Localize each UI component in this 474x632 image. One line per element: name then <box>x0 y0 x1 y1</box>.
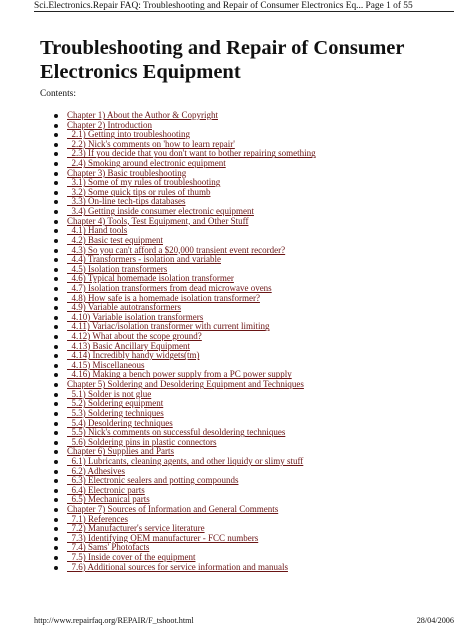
bullet-icon <box>54 287 58 291</box>
bullet-icon <box>54 268 58 272</box>
toc-link[interactable]: 2.1) Getting into troubleshooting <box>67 129 190 140</box>
bullet-icon <box>54 133 58 137</box>
bullet-icon <box>54 210 58 214</box>
bullet-icon <box>54 441 58 445</box>
toc-link[interactable]: 4.2) Basic test equipment <box>67 234 163 245</box>
toc-link[interactable]: 2.2) Nick's comments on 'how to learn repair' <box>67 138 235 149</box>
toc-link[interactable]: 4.1) Hand tools <box>67 225 128 236</box>
toc-link[interactable]: 4.5) Isolation transformers <box>67 263 168 274</box>
toc-link[interactable]: Chapter 7) Sources of Information and General Comments <box>67 503 279 514</box>
toc-link[interactable]: Chapter 4) Tools, Test Equipment, and Other Stuff <box>67 215 249 226</box>
bullet-icon <box>54 200 58 204</box>
toc-link[interactable]: 5.5) Nick's comments on successful desoldering techniques <box>67 427 286 438</box>
toc-link[interactable]: Chapter 1) About the Author & Copyright <box>67 110 218 120</box>
bullet-icon <box>54 460 58 464</box>
page-header: Sci.Electronics.Repair FAQ: Troubleshooting and Repair of Consumer Electronics Eq... Page 1 of 55 <box>34 1 413 11</box>
bullet-icon <box>54 412 58 416</box>
toc-link[interactable]: Chapter 6) Supplies and Parts <box>67 446 174 457</box>
toc-link[interactable]: 5.3) Soldering techniques <box>67 407 164 418</box>
bullet-icon <box>54 566 58 570</box>
toc-link[interactable]: 2.4) Smoking around electronic equipment <box>67 158 226 169</box>
bullet-icon <box>54 220 58 224</box>
toc-link[interactable]: 5.6) Soldering pins in plastic connectors <box>67 436 217 447</box>
contents-label: Contents: <box>40 89 76 99</box>
bullet-icon <box>54 345 58 349</box>
bullet-icon <box>54 335 58 339</box>
bullet-icon <box>54 508 58 512</box>
bullet-icon <box>54 489 58 493</box>
toc-link[interactable]: 4.10) Variable isolation transformers <box>67 311 204 322</box>
toc-link[interactable]: 4.13) Basic Ancillary Equipment <box>67 340 190 351</box>
toc-link[interactable]: 3.1) Some of my rules of troubleshooting <box>67 177 221 188</box>
bullet-icon <box>54 479 58 483</box>
toc-link[interactable]: 7.1) References <box>67 513 128 524</box>
bullet-icon <box>54 518 58 522</box>
toc-link[interactable]: 7.6) Additional sources for service information and manuals <box>67 561 288 572</box>
toc-link[interactable]: 5.4) Desoldering techniques <box>67 417 173 428</box>
bullet-icon <box>54 152 58 156</box>
bullet-icon <box>54 364 58 368</box>
toc-link[interactable]: Chapter 5) Soldering and Desoldering Equipment and Techniques <box>67 379 304 390</box>
toc-link[interactable]: 4.12) What about the scope ground? <box>67 331 202 342</box>
bullet-icon <box>54 239 58 243</box>
bullet-icon <box>54 162 58 166</box>
toc-link[interactable]: 4.8) How safe is a homemade isolation transformer? <box>67 292 260 303</box>
toc-link[interactable]: 4.7) Isolation transformers from dead microwave ovens <box>67 282 272 293</box>
toc-link[interactable]: Chapter 2) Introduction <box>67 119 152 130</box>
toc-link[interactable]: 7.5) Inside cover of the equipment <box>67 552 196 563</box>
bullet-icon <box>54 172 58 176</box>
bullet-icon <box>54 373 58 377</box>
bullet-icon <box>54 431 58 435</box>
footer-url: http://www.repairfaq.org/REPAIR/F_tshoot.html <box>34 616 194 625</box>
toc-link[interactable]: 4.11) Variac/isolation transformer with current limiting <box>67 321 270 332</box>
document-title: Troubleshooting and Repair of Consumer Electronics Equipment <box>40 37 405 83</box>
bullet-icon <box>54 316 58 320</box>
bullet-icon <box>54 537 58 541</box>
bullet-icon <box>54 383 58 387</box>
bullet-icon <box>54 498 58 502</box>
bullet-icon <box>54 325 58 329</box>
toc-link[interactable]: 6.4) Electronic parts <box>67 484 145 495</box>
bullet-icon <box>54 258 58 262</box>
bullet-icon <box>54 277 58 281</box>
bullet-icon <box>54 546 58 550</box>
toc-link[interactable]: 3.2) Some quick tips or rules of thumb <box>67 186 211 197</box>
bullet-icon <box>54 354 58 358</box>
toc-link[interactable]: 6.2) Adhesives <box>67 465 125 476</box>
toc-link[interactable]: 6.5) Mechanical parts <box>67 494 150 505</box>
toc-link[interactable]: 3.3) On-line tech-tips databases <box>67 196 186 207</box>
bullet-icon <box>54 114 58 118</box>
toc-link[interactable]: 4.14) Incredibly handy widgets(tm) <box>67 350 200 361</box>
toc-link[interactable]: 5.1) Solder is not glue <box>67 388 152 399</box>
bullet-icon <box>54 191 58 195</box>
toc-item <box>54 563 454 573</box>
footer-date: 28/04/2006 <box>416 616 454 625</box>
toc-link[interactable]: 4.9) Variable autotransformers <box>67 302 182 313</box>
header-divider <box>34 11 454 12</box>
toc-link[interactable]: 7.3) Identifying OEM manufacturer - FCC numbers <box>67 532 259 543</box>
bullet-icon <box>54 450 58 454</box>
toc-link[interactable]: 4.16) Making a bench power supply from a PC power supply <box>67 369 292 380</box>
table-of-contents <box>54 111 454 572</box>
toc-link[interactable]: 7.4) Sams' Photofacts <box>67 542 150 553</box>
toc-link[interactable]: 6.1) Lubricants, cleaning agents, and other liquidy or slimy stuff <box>67 455 304 466</box>
bullet-icon <box>54 181 58 185</box>
bullet-icon <box>54 229 58 233</box>
toc-link[interactable]: 3.4) Getting inside consumer electronic equipment <box>67 206 254 217</box>
bullet-icon <box>54 556 58 560</box>
toc-link[interactable]: 4.4) Transformers - isolation and variable <box>67 254 221 265</box>
bullet-icon <box>54 470 58 474</box>
bullet-icon <box>54 527 58 531</box>
toc-link[interactable]: 4.15) Miscellaneous <box>67 359 145 370</box>
bullet-icon <box>54 124 58 128</box>
bullet-icon <box>54 249 58 253</box>
toc-link[interactable]: 4.3) So you can't afford a $20,000 transient event recorder? <box>67 244 286 255</box>
toc-link[interactable]: 4.6) Typical homemade isolation transformer <box>67 273 234 284</box>
bullet-icon <box>54 306 58 310</box>
toc-link[interactable]: 5.2) Soldering equipment <box>67 398 164 409</box>
bullet-icon <box>54 422 58 426</box>
bullet-icon <box>54 143 58 147</box>
bullet-icon <box>54 393 58 397</box>
bullet-icon <box>54 297 58 301</box>
toc-link[interactable]: 2.3) If you decide that you don't want to bother repairing something <box>67 148 316 159</box>
toc-link[interactable]: 6.3) Electronic sealers and potting compounds <box>67 475 239 486</box>
bullet-icon <box>54 402 58 406</box>
toc-link[interactable]: Chapter 3) Basic troubleshooting <box>67 167 187 178</box>
toc-link[interactable]: 7.2) Manufacturer's service literature <box>67 523 205 534</box>
